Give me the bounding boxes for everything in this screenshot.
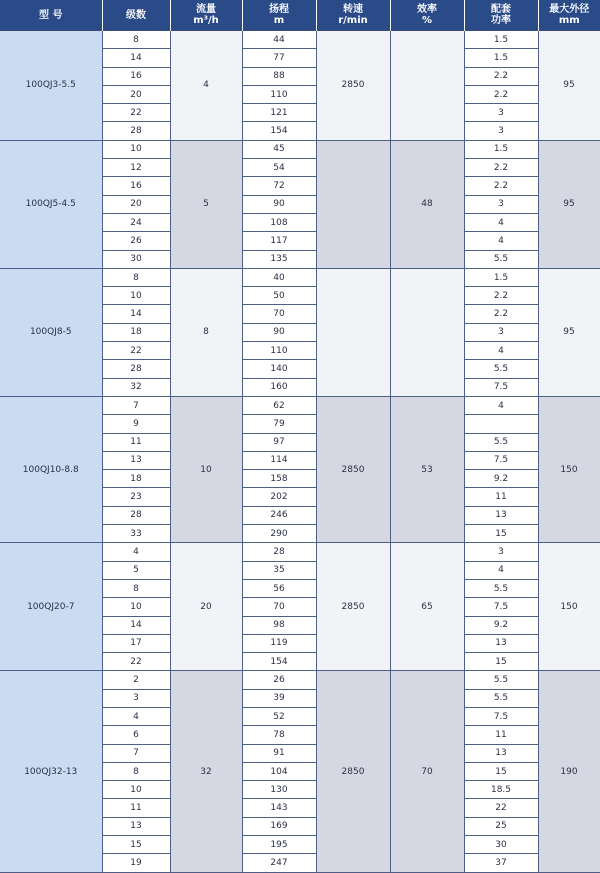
- flow-cell: 8: [170, 268, 242, 396]
- head-cell: 135: [242, 250, 316, 268]
- power-cell: 5.5: [464, 433, 538, 451]
- head-cell: 35: [242, 561, 316, 579]
- header-stages: 级数: [102, 0, 170, 31]
- stages-cell: 24: [102, 213, 170, 231]
- diameter-cell: 150: [538, 543, 600, 671]
- power-cell: 2.2: [464, 67, 538, 85]
- model-cell: 100QJ8-5: [0, 268, 102, 396]
- stages-cell: 14: [102, 616, 170, 634]
- power-cell: 2.2: [464, 177, 538, 195]
- stages-cell: 32: [102, 378, 170, 396]
- stages-cell: 10: [102, 140, 170, 158]
- header-head: [242, 0, 316, 31]
- header-flow-label: 流量: [171, 4, 242, 15]
- speed-cell: 2850: [316, 31, 390, 141]
- stages-cell: 28: [102, 360, 170, 378]
- stages-cell: 28: [102, 122, 170, 140]
- head-cell: 104: [242, 762, 316, 780]
- header-flow: [170, 0, 242, 31]
- header-power-label1: 配套: [465, 4, 538, 15]
- power-cell: 37: [464, 854, 538, 872]
- header-head-label: 扬程: [243, 4, 316, 15]
- header-efficiency-label: 效率: [391, 4, 464, 15]
- head-cell: 169: [242, 817, 316, 835]
- power-cell: 25: [464, 817, 538, 835]
- flow-cell: 20: [170, 543, 242, 671]
- flow-cell: 32: [170, 671, 242, 872]
- head-cell: 158: [242, 470, 316, 488]
- efficiency-cell: [390, 31, 464, 141]
- stages-cell: 9: [102, 415, 170, 433]
- stages-cell: 4: [102, 543, 170, 561]
- power-cell: 15: [464, 762, 538, 780]
- efficiency-cell: 70: [390, 671, 464, 872]
- head-cell: 140: [242, 360, 316, 378]
- stages-cell: 7: [102, 396, 170, 414]
- power-cell: 7.5: [464, 451, 538, 469]
- table-header: [0, 0, 600, 31]
- stages-cell: 7: [102, 744, 170, 762]
- head-cell: 114: [242, 451, 316, 469]
- model-cell: 100QJ5-4.5: [0, 140, 102, 268]
- head-cell: 77: [242, 49, 316, 67]
- stages-cell: 11: [102, 799, 170, 817]
- power-cell: 11: [464, 726, 538, 744]
- head-cell: 45: [242, 140, 316, 158]
- stages-cell: 14: [102, 305, 170, 323]
- diameter-cell: 190: [538, 671, 600, 872]
- model-cell: 100QJ10-8.8: [0, 396, 102, 542]
- stages-cell: 12: [102, 159, 170, 177]
- power-cell: 3: [464, 323, 538, 341]
- stages-cell: 15: [102, 836, 170, 854]
- table-row: [0, 31, 600, 49]
- power-cell: 13: [464, 506, 538, 524]
- power-cell: 9.2: [464, 470, 538, 488]
- stages-cell: 10: [102, 287, 170, 305]
- power-cell: 4: [464, 396, 538, 414]
- head-cell: 28: [242, 543, 316, 561]
- head-cell: 50: [242, 287, 316, 305]
- power-cell: 2.2: [464, 305, 538, 323]
- power-cell: 13: [464, 744, 538, 762]
- stages-cell: 2: [102, 671, 170, 689]
- stages-cell: 16: [102, 67, 170, 85]
- power-cell: 7.5: [464, 598, 538, 616]
- stages-cell: 28: [102, 506, 170, 524]
- power-cell: 5.5: [464, 250, 538, 268]
- power-cell: 3: [464, 104, 538, 122]
- header-flow-unit: m³/h: [171, 15, 242, 26]
- model-cell: 100QJ32-13: [0, 671, 102, 872]
- stages-cell: 8: [102, 579, 170, 597]
- power-cell: 4: [464, 561, 538, 579]
- efficiency-cell: 53: [390, 396, 464, 542]
- power-cell: 18.5: [464, 781, 538, 799]
- stages-cell: 6: [102, 726, 170, 744]
- stages-cell: 10: [102, 781, 170, 799]
- head-cell: 79: [242, 415, 316, 433]
- head-cell: 70: [242, 598, 316, 616]
- model-cell: 100QJ20-7: [0, 543, 102, 671]
- stages-cell: 33: [102, 525, 170, 543]
- stages-cell: 13: [102, 451, 170, 469]
- head-cell: 40: [242, 268, 316, 286]
- stages-cell: 19: [102, 854, 170, 872]
- stages-cell: 20: [102, 195, 170, 213]
- header-speed: [316, 0, 390, 31]
- header-power-label2: 功率: [465, 15, 538, 26]
- stages-cell: 13: [102, 817, 170, 835]
- power-cell: 5.5: [464, 689, 538, 707]
- diameter-cell: 95: [538, 140, 600, 268]
- power-cell: 3: [464, 543, 538, 561]
- stages-cell: 18: [102, 323, 170, 341]
- header-efficiency-unit: %: [391, 15, 464, 26]
- stages-cell: 8: [102, 31, 170, 49]
- power-cell: 2.2: [464, 159, 538, 177]
- head-cell: 56: [242, 579, 316, 597]
- head-cell: 52: [242, 707, 316, 725]
- head-cell: 119: [242, 634, 316, 652]
- power-cell: 4: [464, 213, 538, 231]
- speed-cell: [316, 140, 390, 268]
- head-cell: 290: [242, 525, 316, 543]
- head-cell: 247: [242, 854, 316, 872]
- header-efficiency: [390, 0, 464, 31]
- power-cell: 1.5: [464, 49, 538, 67]
- speed-cell: 2850: [316, 671, 390, 872]
- stages-cell: 8: [102, 268, 170, 286]
- head-cell: 90: [242, 195, 316, 213]
- power-cell: 11: [464, 488, 538, 506]
- efficiency-cell: 48: [390, 140, 464, 268]
- speed-cell: [316, 268, 390, 396]
- power-cell: 4: [464, 342, 538, 360]
- power-cell: 5.5: [464, 671, 538, 689]
- head-cell: 98: [242, 616, 316, 634]
- header-head-unit: m: [243, 15, 316, 26]
- stages-cell: 18: [102, 470, 170, 488]
- stages-cell: 22: [102, 104, 170, 122]
- power-cell: [464, 415, 538, 433]
- header-speed-unit: r/min: [317, 15, 390, 26]
- head-cell: 78: [242, 726, 316, 744]
- head-cell: 154: [242, 653, 316, 671]
- table-row: [0, 543, 600, 561]
- head-cell: 117: [242, 232, 316, 250]
- diameter-cell: 95: [538, 268, 600, 396]
- stages-cell: 22: [102, 342, 170, 360]
- stages-cell: 20: [102, 85, 170, 103]
- head-cell: 108: [242, 213, 316, 231]
- head-cell: 39: [242, 689, 316, 707]
- head-cell: 44: [242, 31, 316, 49]
- stages-cell: 22: [102, 653, 170, 671]
- header-diameter-label: 最大外径: [539, 4, 600, 15]
- power-cell: 1.5: [464, 268, 538, 286]
- power-cell: 5.5: [464, 360, 538, 378]
- head-cell: 195: [242, 836, 316, 854]
- head-cell: 130: [242, 781, 316, 799]
- efficiency-cell: [390, 268, 464, 396]
- head-cell: 143: [242, 799, 316, 817]
- stages-cell: 16: [102, 177, 170, 195]
- stages-cell: 30: [102, 250, 170, 268]
- stages-cell: 10: [102, 598, 170, 616]
- table-body: [0, 31, 600, 873]
- head-cell: 160: [242, 378, 316, 396]
- head-cell: 62: [242, 396, 316, 414]
- stages-cell: 3: [102, 689, 170, 707]
- power-cell: 1.5: [464, 140, 538, 158]
- efficiency-cell: 65: [390, 543, 464, 671]
- stages-cell: 5: [102, 561, 170, 579]
- head-cell: 154: [242, 122, 316, 140]
- power-cell: 15: [464, 653, 538, 671]
- power-cell: 9.2: [464, 616, 538, 634]
- stages-cell: 14: [102, 49, 170, 67]
- power-cell: 13: [464, 634, 538, 652]
- head-cell: 121: [242, 104, 316, 122]
- power-cell: 3: [464, 122, 538, 140]
- head-cell: 91: [242, 744, 316, 762]
- head-cell: 54: [242, 159, 316, 177]
- table-row: [0, 140, 600, 158]
- head-cell: 110: [242, 85, 316, 103]
- head-cell: 72: [242, 177, 316, 195]
- stages-cell: 17: [102, 634, 170, 652]
- table-row: [0, 396, 600, 414]
- stages-cell: 11: [102, 433, 170, 451]
- head-cell: 246: [242, 506, 316, 524]
- power-cell: 3: [464, 195, 538, 213]
- flow-cell: 10: [170, 396, 242, 542]
- header-model: 型 号: [0, 0, 102, 31]
- power-cell: 7.5: [464, 378, 538, 396]
- model-cell: 100QJ3-5.5: [0, 31, 102, 141]
- stages-cell: 23: [102, 488, 170, 506]
- head-cell: 88: [242, 67, 316, 85]
- power-cell: 4: [464, 232, 538, 250]
- head-cell: 97: [242, 433, 316, 451]
- header-speed-label: 转速: [317, 4, 390, 15]
- diameter-cell: 150: [538, 396, 600, 542]
- head-cell: 202: [242, 488, 316, 506]
- speed-cell: 2850: [316, 543, 390, 671]
- power-cell: 2.2: [464, 287, 538, 305]
- power-cell: 2.2: [464, 85, 538, 103]
- head-cell: 110: [242, 342, 316, 360]
- power-cell: 30: [464, 836, 538, 854]
- power-cell: 7.5: [464, 707, 538, 725]
- stages-cell: 26: [102, 232, 170, 250]
- diameter-cell: 95: [538, 31, 600, 141]
- stages-cell: 8: [102, 762, 170, 780]
- header-power: [464, 0, 538, 31]
- power-cell: 5.5: [464, 579, 538, 597]
- table-row: [0, 268, 600, 286]
- head-cell: 26: [242, 671, 316, 689]
- stages-cell: 4: [102, 707, 170, 725]
- flow-cell: 4: [170, 31, 242, 141]
- power-cell: 22: [464, 799, 538, 817]
- power-cell: 15: [464, 525, 538, 543]
- speed-cell: 2850: [316, 396, 390, 542]
- flow-cell: 5: [170, 140, 242, 268]
- power-cell: 1.5: [464, 31, 538, 49]
- header-diameter-unit: mm: [539, 15, 600, 26]
- header-diameter: [538, 0, 600, 31]
- head-cell: 70: [242, 305, 316, 323]
- head-cell: 90: [242, 323, 316, 341]
- table-row: [0, 671, 600, 689]
